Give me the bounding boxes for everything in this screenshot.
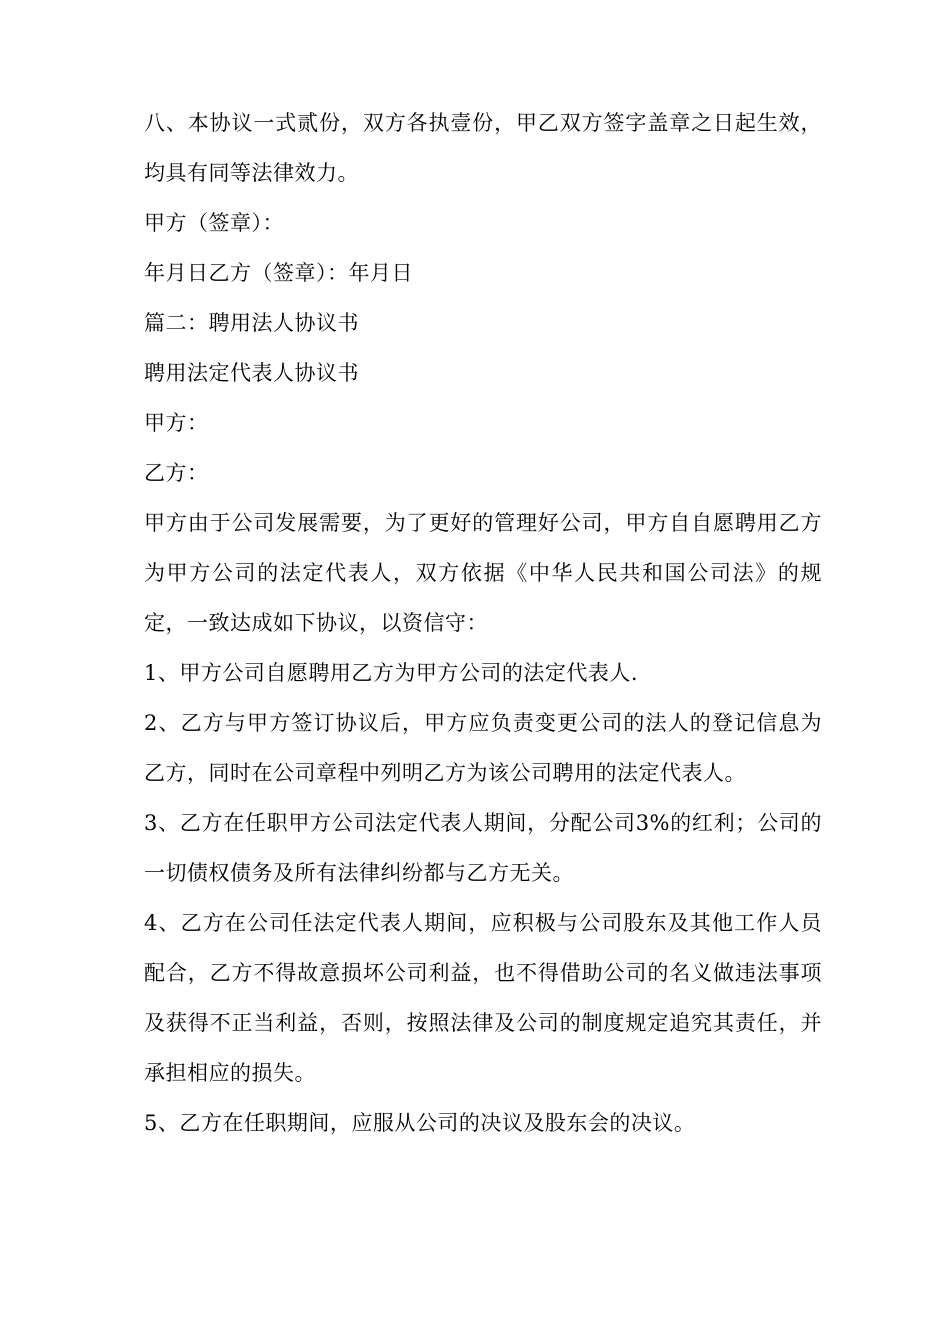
party-a-signature-line: 甲方（签章）： <box>144 211 284 235</box>
clause-1-paragraph: 1、甲方公司自愿聘用乙方为甲方公司的法定代表人. <box>144 661 639 685</box>
agreement-title: 聘用法定代表人协议书 <box>144 361 359 385</box>
clause-4-paragraph: 4、乙方在公司任法定代表人期间，应积极与公司股东及其他工作人员配合，乙方不得故意损坏公司利益，也不得借助公司的名义做违法事项及获得不正当利益，否则，按照法律及公司的制度规定追究其责任，并承担相应的损失。 <box>144 911 822 1085</box>
clause-3-paragraph: 3、乙方在任职甲方公司法定代表人期间，分配公司3%的红利；公司的一切债权债务及所有法律纠纷都与乙方无关。 <box>144 811 822 885</box>
party-a-label: 甲方： <box>144 411 209 435</box>
clause-5-paragraph: 5、乙方在任职期间，应服从公司的决议及股东会的决议。 <box>144 1111 696 1135</box>
document-body <box>144 98 822 1148</box>
clause-8-paragraph: 八、本协议一式贰份，双方各执壹份，甲乙双方签字盖章之日起生效， 均具有同等法律效力。 <box>144 111 822 185</box>
section-two-heading: 篇二：聘用法人协议书 <box>144 311 359 335</box>
party-b-label: 乙方： <box>144 461 209 485</box>
date-party-b-signature-line: 年月日乙方（签章）：年月日 <box>144 261 413 285</box>
preamble-paragraph: 甲方由于公司发展需要，为了更好的管理好公司，甲方自自愿聘用乙方为甲方公司的法定代表人，双方依据《中华人民共和国公司法》的规定，一致达成如下协议，以资信守： <box>144 511 822 635</box>
clause-2-paragraph: 2、乙方与甲方签订协议后，甲方应负责变更公司的法人的登记信息为乙方，同时在公司章程中列明乙方为该公司聘用的法定代表人。 <box>144 711 822 785</box>
